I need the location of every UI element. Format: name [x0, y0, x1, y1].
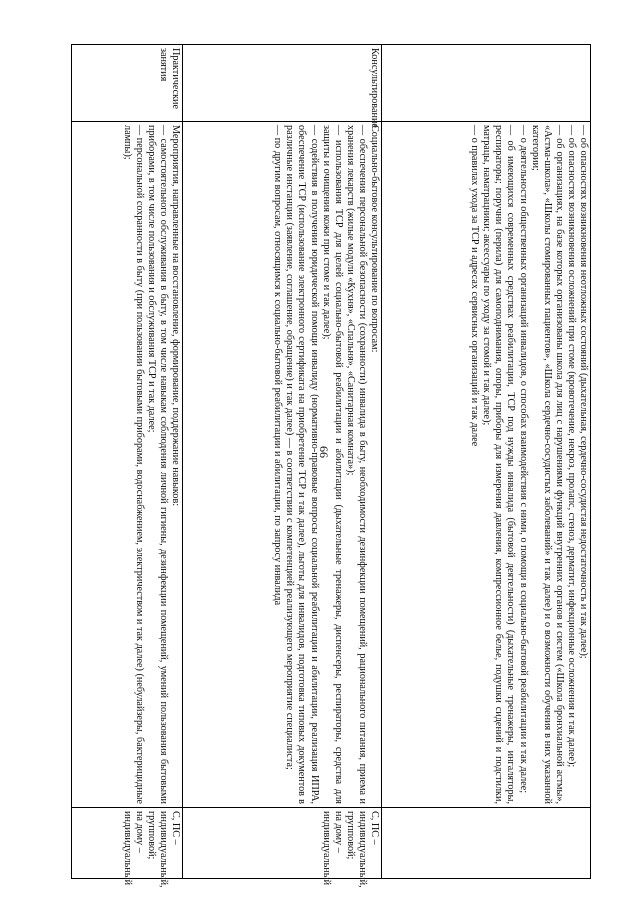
form-line: групповой; — [344, 811, 356, 860]
description-line: Социально-бытовое консультирование по вопросам: — [369, 125, 380, 353]
table-row — [382, 45, 591, 879]
description-cell — [382, 122, 591, 808]
activity-cell — [382, 45, 591, 122]
description-line: — о правилах ухода за ТСР и адресах сервисных организаций и так далее — [469, 125, 481, 447]
form-cell — [72, 808, 183, 888]
description-line: — самостоятельного обслуживания в быту, в том числе навыкам соблюдения личной гигиены, дезинфекции помещений, умений пользования бытовыми приборами, в том числе пользования и обслуживания ТСР и так далее; — [145, 125, 169, 804]
table-row — [183, 45, 382, 879]
description-cell — [183, 122, 382, 808]
table-row — [72, 45, 183, 879]
description-line: — об опасностях возникновения неотложных состояний (дыхательная, сердечно-сосудистая недостаточность и так далее); — [578, 125, 589, 659]
activity-cell: Консультирование — [183, 45, 382, 122]
description-line: — об имеющихся современных средствах реабилитации, ТСР под нужды инвалида (бытовой деятельности) (дыхательные тренажеры, ингаляторы, респираторы; поручни (перила) для самоподнимания, опоры, приборы для измерения давления, компрессионное белье, подушки сидений и подстилки, матрацы, наматрацники; аксессуары по уходу за стомой и так далее); — [481, 125, 517, 804]
form-line: С, ПС – — [369, 811, 380, 845]
form-line: индивидуальный, — [356, 811, 368, 888]
form-line: групповой; — [145, 811, 157, 860]
form-cell — [183, 808, 382, 888]
form-line: на дому – — [332, 811, 344, 853]
description-line: — использования ТСР для целей социально-бытовой реабилитации и абилитации (дыхательные тренажеры, диспенсеры, респираторы, средства для защиты и очищения кожи при стоме и так далее); — [320, 125, 344, 804]
description-cell — [72, 122, 183, 808]
rotated-page — [71, 44, 591, 888]
form-line: на дому – — [133, 811, 145, 853]
form-line: индивидуальный, — [157, 811, 169, 888]
description-line: — об организациях, на базе которых организованы школа для лиц с нарушениями функций внутренних органов и систем («Школа бронхиальной астмы», «Астма-школа», «Школы стомированных пациентов», «Школа сердечно-сосудистых заболеваний» и так далее) и о возможности обучения в них указанной категории; — [529, 125, 565, 804]
description-line: — по другим вопросам, относящимся к социально-бытовой реабилитации и абилитации, по запросу инвалида — [272, 125, 284, 606]
rehabilitation-table — [71, 44, 591, 888]
description-line: — об опасностях возникновения осложнений при стоме (кровотечение, некроз, пролапс, стеноз, дерматит, инфекционные осложнения и так далее); — [565, 125, 577, 768]
form-line: С, ПС – — [170, 811, 181, 845]
description-line: — персональной сохранности в быту (при пользовании бытовыми приборами, водоснабжением, электричеством и так далее) (небулайзеры, бактерицидные лампы); — [121, 125, 145, 804]
description-line: — обеспечения персональной безопасности (сохранности) инвалида в быту, необходимости дезинфекции помещений, рационального питания, приема и хранения лекарств (жилые модули «Кухня», «Спальня», «Санитарная комната»); — [344, 125, 368, 804]
form-line: индивидуальный — [121, 811, 133, 886]
description-line: Мероприятия, направленные на восстановление, формирование, поддержание навыков: — [170, 125, 181, 507]
page-number: 66 — [317, 446, 331, 458]
description-line: — содействия в получении юридической помощи инвалиду (нормативно-правовые вопросы социальной реабилитации и абилитации, реализация ИПРА, обеспечение ТСР (использование электронного сертификата на приобретение ТСР и так далее), льготы для инвалидов, подготовка типовых документов в различные инстанции (заявление, соглашение, обращение) и так далее) — в соответствии с компетенцией реализующего мероприятие специалиста; — [284, 125, 320, 804]
form-cell — [382, 808, 591, 879]
description-line: — о деятельности общественных организаций инвалидов, о способах взаимодействия с ними, о помощи в социально-бытовой реабилитации и так далее; — [517, 125, 529, 794]
activity-cell: Практические занятия — [72, 45, 183, 122]
form-line: индивидуальный — [320, 811, 332, 886]
